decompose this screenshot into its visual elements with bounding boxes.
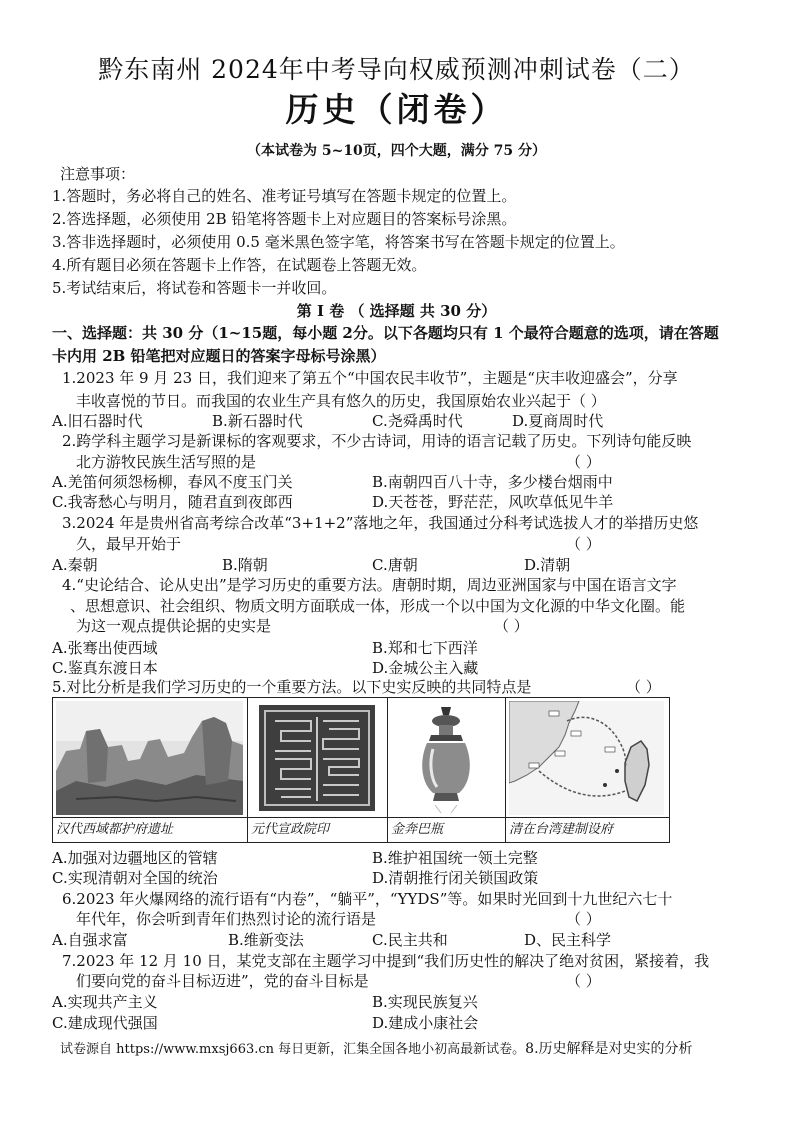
- seal-image: [251, 701, 384, 815]
- question-3-stem: 3.2024 年是贵州省高考综合改革“3+1+2”落地之年，我国通过分科考试选拔人才的举措历史悠: [62, 514, 699, 532]
- q4-option-c: C.鉴真东渡日本: [52, 659, 158, 677]
- question-2-stem: 2.跨学科主题学习是新课标的客观要求，不少古诗词，用诗的语言记载了历史。下列诗句能反映: [62, 432, 692, 450]
- note-item: 3.答非选择题时，必须使用 0.5 毫米黑色签字笔，将答案书写在答题卡规定的位置上。: [52, 233, 625, 251]
- q1-option-d: D.夏商周时代: [512, 412, 604, 430]
- image-caption: 清在台湾建制设府: [506, 817, 669, 842]
- q2-option-d: D.天苍苍，野茫茫，风吹草低见牛羊: [372, 493, 614, 511]
- section-instructions: 一、选择题：共 30 分（1~15题，每小题 2分。以下各题均只有 1 个最符合题意的选项，请在答题: [52, 324, 719, 342]
- question-2-stem-cont: 北方游牧民族生活写照的是: [76, 453, 257, 471]
- q3-option-a: A.秦朝: [52, 556, 98, 574]
- answer-paren: （ ）: [566, 972, 601, 990]
- question-6-stem-cont: 年代年，你会听到青年们热烈讨论的流行语是: [76, 910, 377, 928]
- q6-option-b: B.维新变法: [228, 931, 304, 949]
- note-item: 5.考试结束后，将试卷和答题卡一并收回。: [52, 279, 337, 297]
- image-cell: [388, 698, 506, 842]
- answer-paren: （ ）: [566, 535, 601, 553]
- answer-paren: （ ）: [566, 453, 601, 471]
- question-7-stem-cont: 们要向党的奋斗目标迈进”，党的奋斗目标是: [76, 972, 369, 990]
- image-caption: 汉代西域都护府遗址: [53, 817, 247, 842]
- image-caption: 元代宣政院印: [248, 817, 387, 842]
- question-4-stem-cont: 、思想意识、社会组织、物质文明方面联成一体，形成一个以中国为文化源的中华文化圈。能: [70, 597, 686, 615]
- q5-option-c: C.实现清朝对全国的统治: [52, 869, 218, 887]
- q1-option-b: B.新石器时代: [212, 412, 303, 430]
- image-caption: 金奔巴瓶: [388, 817, 505, 842]
- q1-option-c: C.尧舜禹时代: [372, 412, 463, 430]
- q2-option-b: B.南朝四百八十寺，多少楼台烟雨中: [372, 473, 613, 491]
- q7-option-c: C.建成现代强国: [52, 1014, 158, 1032]
- q1-option-a: A.旧石器时代: [52, 412, 143, 430]
- section-instructions-cont: 卡内用 2B 铅笔把对应题日的答案字母标号涂黑）: [52, 347, 386, 365]
- notes-heading: 注意事项：: [60, 165, 136, 183]
- ruins-photo: [56, 701, 244, 815]
- subject-title: 历史（闭卷）: [285, 90, 508, 129]
- section-title: 第 Ⅰ 卷 （ 选择题 共 30 分）: [296, 302, 497, 320]
- note-item: 1.答题时，务必将自己的姓名、准考证号填写在答题卡规定的位置上。: [52, 187, 517, 205]
- q5-option-b: B.维护祖国统一领土完整: [372, 849, 538, 867]
- image-cell: [248, 698, 388, 842]
- note-item: 2.答选择题，必须使用 2B 铅笔将答题卡上对应题目的答案标号涂黑。: [52, 210, 517, 228]
- exam-title: 黔东南州 2024年中考导向权威预测冲刺试卷（二）: [98, 55, 695, 84]
- answer-paren: （ ）: [626, 678, 661, 696]
- question-1-stem-cont: 丰收喜悦的节日。而我国的农业生产具有悠久的历史，我国原始农业兴起于（ ）: [76, 392, 606, 410]
- answer-paren: （ ）: [566, 910, 601, 928]
- question-4-stem-cont2: 为这一观点提供论据的史实是: [76, 617, 272, 635]
- answer-paren: （ ）: [494, 617, 529, 635]
- q4-option-a: A.张骞出使西域: [52, 639, 158, 657]
- q6-option-d: D、民主科学: [524, 931, 612, 949]
- q7-option-d: D.建成小康社会: [372, 1014, 479, 1032]
- exam-info: （本试卷为 5~10页，四个大题，满分 75 分）: [246, 143, 547, 159]
- question-6-stem: 6.2023 年火爆网络的流行语有“内卷”，“躺平”，“YYDS”等。如果时光回到十九世纪六七十: [62, 890, 673, 908]
- source-link[interactable]: 试卷源自 https://www.mxsj663.cn 每日更新，汇集全国各地小初高最新试卷。: [60, 1042, 526, 1057]
- question-4-stem: 4.“史论结合、论从史出”是学习历史的重要方法。唐朝时期，周边亚洲国家与中国在语言文字: [62, 576, 677, 594]
- q2-option-c: C.我寄愁心与明月，随君直到夜郎西: [52, 493, 293, 511]
- q3-option-b: B.隋朝: [222, 556, 268, 574]
- taiwan-map-image: [509, 701, 666, 815]
- q6-option-a: A.自强求富: [52, 931, 128, 949]
- note-item: 4.所有题目必须在答题卡上作答，在试题卷上答题无效。: [52, 256, 427, 274]
- golden-vase-image: [391, 701, 502, 815]
- question-5-stem: 5.对比分析是我们学习历史的一个重要方法。以下史实反映的共同特点是: [52, 678, 532, 696]
- question-8-start: 8.历史解释是对史实的分析: [525, 1041, 693, 1057]
- q5-option-a: A.加强对边疆地区的管辖: [52, 849, 218, 867]
- question-3-stem-cont: 久，最早开始于: [76, 535, 182, 553]
- q3-option-d: D.清朝: [524, 556, 571, 574]
- image-cell: [506, 698, 669, 842]
- q6-option-c: C.民主共和: [372, 931, 448, 949]
- q4-option-d: D.金城公主入藏: [372, 659, 479, 677]
- footer-line: [60, 1038, 693, 1058]
- q5-option-d: D.清朝推行闭关锁国政策: [372, 869, 539, 887]
- question-1-stem: 1.2023 年 9 月 23 日，我们迎来了第五个“中国农民丰收节”，主题是“庆丰收迎盛会”，分享: [62, 369, 678, 387]
- image-cell: [53, 698, 248, 842]
- q2-option-a: A.羌笛何须怨杨柳，春风不度玉门关: [52, 473, 293, 491]
- q3-option-c: C.唐朝: [372, 556, 418, 574]
- historical-images-table: [52, 697, 670, 843]
- question-7-stem: 7.2023 年 12 月 10 日，某党支部在主题学习中提到“我们历史性的解决了绝对贫困，紧接着，我: [62, 952, 710, 970]
- q7-option-a: A.实现共产主义: [52, 993, 158, 1011]
- q4-option-b: B.郑和七下西洋: [372, 639, 478, 657]
- q7-option-b: B.实现民族复兴: [372, 993, 478, 1011]
